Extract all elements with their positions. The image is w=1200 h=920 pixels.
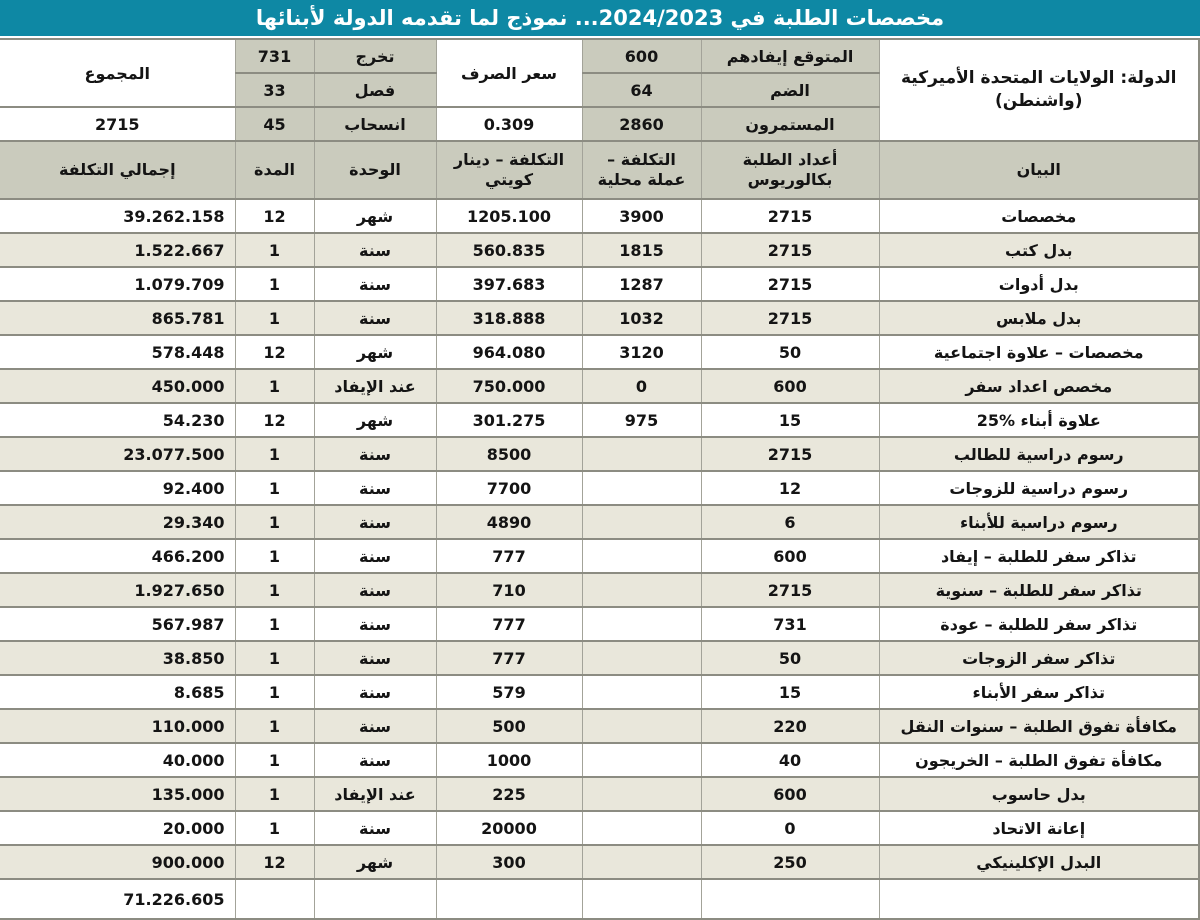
total-cost-cell: 578.448 [0,335,235,369]
students-count-cell: 50 [701,335,879,369]
kwd-cost-cell: 1000 [436,743,582,777]
column-header-kwd-cost: التكلفة – دينار كويتي [436,141,582,199]
table-row [0,267,1199,301]
duration-cell: 1 [235,573,314,607]
table-row [0,403,1199,437]
withdrawn-label: انسحاب [314,107,436,141]
statement-cell: بدل ملابس [879,301,1199,335]
students-count-cell: 6 [701,505,879,539]
total-cost-cell: 92.400 [0,471,235,505]
duration-cell: 1 [235,607,314,641]
students-count-cell: 15 [701,675,879,709]
table-row [0,709,1199,743]
statement-cell: بدل كتب [879,233,1199,267]
statement-cell: مخصصات [879,199,1199,233]
table-row [0,301,1199,335]
kwd-cost-cell: 20000 [436,811,582,845]
table-row [0,471,1199,505]
kwd-cost-cell: 225 [436,777,582,811]
duration-cell: 12 [235,199,314,233]
table-row [0,641,1199,675]
table-row [0,437,1199,471]
exchange-rate-value: 0.309 [436,107,582,141]
statement-cell: رسوم دراسية للطالب [879,437,1199,471]
kwd-cost-cell: 4890 [436,505,582,539]
students-count-cell: 15 [701,403,879,437]
local-currency-cost-cell [582,845,701,879]
country-cell [879,39,1199,141]
kwd-cost-cell: 710 [436,573,582,607]
sum-value: 2715 [0,107,235,141]
expected-dispatch-value: 600 [582,39,701,73]
dismissed-label: فصل [314,73,436,107]
table-row [0,505,1199,539]
unit-cell: سنة [314,641,436,675]
duration-cell [235,879,314,919]
unit-cell: سنة [314,607,436,641]
statement-cell: تذاكر سفر الزوجات [879,641,1199,675]
table-row [0,233,1199,267]
students-count-cell: 2715 [701,573,879,607]
kwd-cost-cell: 8500 [436,437,582,471]
column-header-students: أعداد الطلبة بكالوريوس [701,141,879,199]
statement-cell: تذاكر سفر الأبناء [879,675,1199,709]
total-cost-cell: 29.340 [0,505,235,539]
local-currency-cost-cell [582,437,701,471]
statement-cell: رسوم دراسية للأبناء [879,505,1199,539]
country-line2: (واشنطن) [995,91,1083,111]
students-count-cell: 250 [701,845,879,879]
kwd-cost-cell: 579 [436,675,582,709]
students-count-cell: 2715 [701,233,879,267]
exchange-rate-label: سعر الصرف [436,39,582,107]
statement-cell: مخصص اعداد سفر [879,369,1199,403]
statement-cell: البدل الإكلينيكي [879,845,1199,879]
local-currency-cost-cell: 0 [582,369,701,403]
total-cost-cell: 20.000 [0,811,235,845]
graduated-label: تخرج [314,39,436,73]
kwd-cost-cell: 300 [436,845,582,879]
local-currency-cost-cell [582,709,701,743]
total-cost-cell: 567.987 [0,607,235,641]
duration-cell: 1 [235,641,314,675]
kwd-cost-cell: 397.683 [436,267,582,301]
statement-cell: بدل أدوات [879,267,1199,301]
table-row [0,573,1199,607]
total-cost-cell: 900.000 [0,845,235,879]
table-row [0,777,1199,811]
allowance-table-body [0,199,1199,879]
total-cost-cell: 1.079.709 [0,267,235,301]
statement-cell: مكافأة تفوق الطلبة – سنوات النقل [879,709,1199,743]
local-currency-cost-cell [582,879,701,919]
title-bar [0,0,1200,38]
kwd-cost-cell: 318.888 [436,301,582,335]
total-cost-cell: 865.781 [0,301,235,335]
total-cost-cell: 466.200 [0,539,235,573]
local-currency-cost-cell [582,777,701,811]
local-currency-cost-cell [582,505,701,539]
sum-label: المجموع [0,39,235,107]
unit-cell: شهر [314,199,436,233]
duration-cell: 1 [235,505,314,539]
kwd-cost-cell: 777 [436,607,582,641]
duration-cell: 1 [235,437,314,471]
joined-value: 64 [582,73,701,107]
statement-cell: مخصصات – علاوة اجتماعية [879,335,1199,369]
statement-cell: تذاكر سفر للطلبة – عودة [879,607,1199,641]
students-count-cell: 731 [701,607,879,641]
total-cost-cell: 38.850 [0,641,235,675]
statement-cell: تذاكر سفر للطلبة – إيفاد [879,539,1199,573]
local-currency-cost-cell [582,573,701,607]
local-currency-cost-cell: 975 [582,403,701,437]
expected-dispatch-label: المتوقع إيفادهم [701,39,879,73]
column-header-statement: البيان [879,141,1199,199]
unit-cell: سنة [314,709,436,743]
summary-row-1 [0,39,1199,73]
duration-cell: 1 [235,811,314,845]
kwd-cost-cell: 1205.100 [436,199,582,233]
unit-cell: سنة [314,471,436,505]
column-header-row [0,141,1199,199]
total-cost-cell: 110.000 [0,709,235,743]
table-row [0,743,1199,777]
column-header-unit: الوحدة [314,141,436,199]
total-cost-cell: 54.230 [0,403,235,437]
total-cost-cell: 40.000 [0,743,235,777]
statement-cell: علاوة أبناء %25 [879,403,1199,437]
local-currency-cost-cell: 3120 [582,335,701,369]
unit-cell: سنة [314,675,436,709]
duration-cell: 1 [235,233,314,267]
page-title: مخصصات الطلبة في 2024/2023... نموذج لما تقدمه الدولة لأبنائها [255,6,945,30]
total-cost-cell: 8.685 [0,675,235,709]
kwd-cost-cell: 964.080 [436,335,582,369]
duration-cell: 12 [235,845,314,879]
unit-cell: سنة [314,233,436,267]
duration-cell: 1 [235,777,314,811]
local-currency-cost-cell [582,811,701,845]
kwd-cost-cell: 7700 [436,471,582,505]
duration-cell: 1 [235,267,314,301]
grand-total-value: 71.226.605 [0,879,235,919]
duration-cell: 12 [235,335,314,369]
withdrawn-value: 45 [235,107,314,141]
column-header-local-cost: التكلفة – عملة محلية [582,141,701,199]
table-row [0,199,1199,233]
column-header-duration: المدة [235,141,314,199]
unit-cell: سنة [314,437,436,471]
duration-cell: 1 [235,539,314,573]
table-row [0,845,1199,879]
kwd-cost-cell: 777 [436,539,582,573]
unit-cell: سنة [314,539,436,573]
duration-cell: 1 [235,675,314,709]
total-cost-cell: 23.077.500 [0,437,235,471]
table-row [0,811,1199,845]
local-currency-cost-cell: 1287 [582,267,701,301]
local-currency-cost-cell [582,641,701,675]
unit-cell: عند الإيفاد [314,777,436,811]
table-row [0,539,1199,573]
continuing-label: المستمرون [701,107,879,141]
local-currency-cost-cell: 1815 [582,233,701,267]
country-line1: الدولة: الولايات المتحدة الأميركية [900,68,1177,89]
kwd-cost-cell: 500 [436,709,582,743]
duration-cell: 12 [235,403,314,437]
grand-total-row [0,879,1199,919]
kwd-cost-cell: 777 [436,641,582,675]
local-currency-cost-cell [582,675,701,709]
local-currency-cost-cell [582,607,701,641]
unit-cell: سنة [314,573,436,607]
unit-cell: سنة [314,301,436,335]
dismissed-value: 33 [235,73,314,107]
total-cost-cell: 1.927.650 [0,573,235,607]
unit-cell [314,879,436,919]
students-count-cell: 12 [701,471,879,505]
local-currency-cost-cell: 1032 [582,301,701,335]
local-currency-cost-cell [582,743,701,777]
unit-cell: سنة [314,505,436,539]
unit-cell: شهر [314,335,436,369]
unit-cell: سنة [314,743,436,777]
total-cost-cell: 39.262.158 [0,199,235,233]
unit-cell: شهر [314,845,436,879]
students-count-cell: 220 [701,709,879,743]
table-row [0,607,1199,641]
students-count-cell [701,879,879,919]
table-row [0,675,1199,709]
kwd-cost-cell: 560.835 [436,233,582,267]
statement-cell: تذاكر سفر للطلبة – سنوية [879,573,1199,607]
students-count-cell: 2715 [701,199,879,233]
joined-label: الضم [701,73,879,107]
students-count-cell: 600 [701,369,879,403]
duration-cell: 1 [235,369,314,403]
duration-cell: 1 [235,471,314,505]
local-currency-cost-cell [582,539,701,573]
students-count-cell: 600 [701,539,879,573]
total-cost-cell: 1.522.667 [0,233,235,267]
local-currency-cost-cell [582,471,701,505]
statement-cell: رسوم دراسية للزوجات [879,471,1199,505]
total-cost-cell: 135.000 [0,777,235,811]
table-row [0,335,1199,369]
students-count-cell: 2715 [701,301,879,335]
kwd-cost-cell [436,879,582,919]
statement-cell: إعانة الاتحاد [879,811,1199,845]
graduated-value: 731 [235,39,314,73]
students-count-cell: 40 [701,743,879,777]
kwd-cost-cell: 301.275 [436,403,582,437]
students-count-cell: 0 [701,811,879,845]
unit-cell: عند الإيفاد [314,369,436,403]
local-currency-cost-cell: 3900 [582,199,701,233]
students-count-cell: 50 [701,641,879,675]
total-cost-cell: 450.000 [0,369,235,403]
statement-cell [879,879,1199,919]
duration-cell: 1 [235,743,314,777]
statement-cell: مكافأة تفوق الطلبة – الخريجون [879,743,1199,777]
unit-cell: سنة [314,267,436,301]
statement-cell: بدل حاسوب [879,777,1199,811]
table-row [0,369,1199,403]
students-count-cell: 2715 [701,437,879,471]
continuing-value: 2860 [582,107,701,141]
students-count-cell: 600 [701,777,879,811]
unit-cell: شهر [314,403,436,437]
student-allowances-table [0,38,1200,920]
duration-cell: 1 [235,301,314,335]
duration-cell: 1 [235,709,314,743]
unit-cell: سنة [314,811,436,845]
kwd-cost-cell: 750.000 [436,369,582,403]
column-header-total-cost: إجمالي التكلفة [0,141,235,199]
students-count-cell: 2715 [701,267,879,301]
